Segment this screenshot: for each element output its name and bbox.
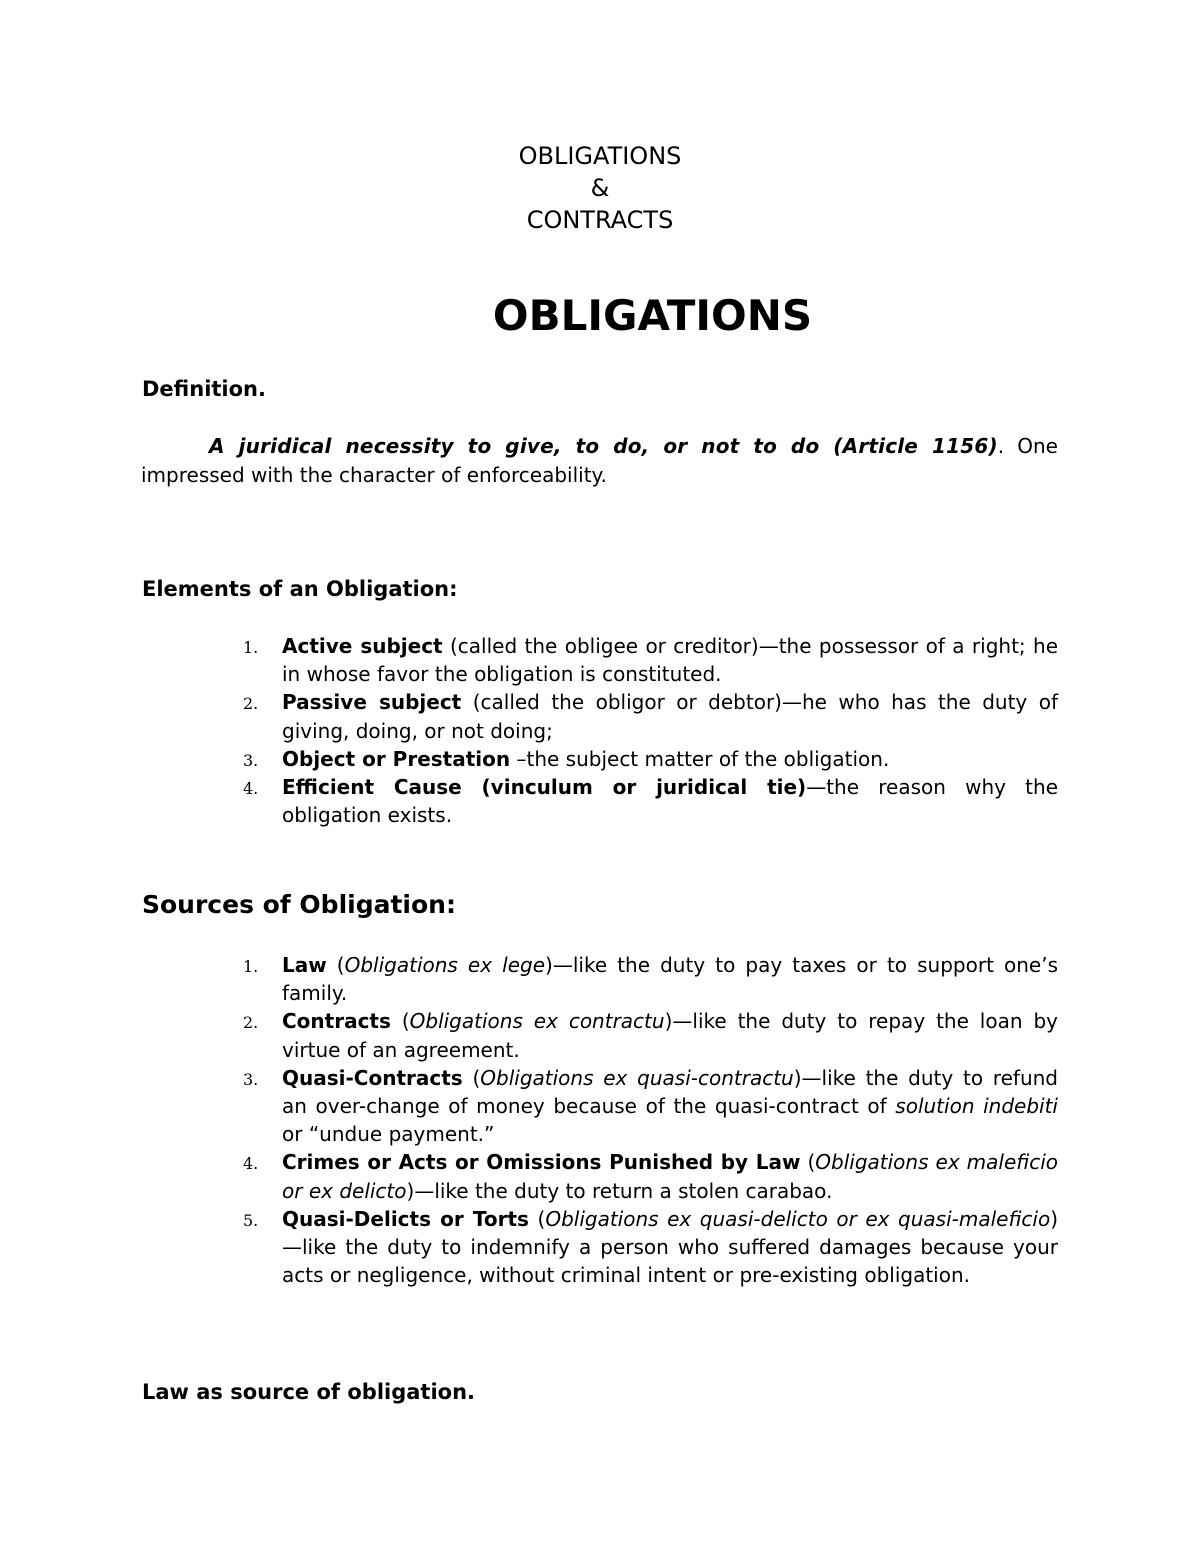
list-term: Law (282, 953, 327, 977)
header-line-obligations: OBLIGATIONS (518, 142, 682, 170)
list-item (141, 745, 1058, 773)
list-text: –the subject matter of the obligation. (510, 746, 890, 771)
list-latin: Obligations ex quasi-delicto or ex quasi-maleficio (545, 1206, 1051, 1231)
list-text: )—like the duty to refund an over-change of money because of the quasi-contract of (282, 1065, 1058, 1119)
list-number: 1. (243, 957, 259, 976)
elements-heading: Elements of an Obligation: (142, 577, 458, 601)
list-latin: Obligations ex maleficio or ex delicto (282, 1150, 1058, 1203)
list-text-secondary: or “undue payment.” (282, 1122, 495, 1147)
list-number: 5. (243, 1210, 259, 1230)
definition-heading: Definition. (142, 377, 266, 401)
list-item (141, 688, 1058, 744)
list-item (141, 1148, 1058, 1204)
list-term: Crimes or Acts or Omissions Punished by Law (282, 1150, 801, 1175)
list-latin: Obligations ex contractu (409, 1009, 665, 1034)
list-item (141, 951, 1058, 1007)
list-item (141, 632, 1058, 688)
list-text: )—like the duty to repay the loan by virtue of an agreement. (282, 1009, 1058, 1062)
list-number: 4. (243, 1154, 259, 1174)
definition-rest: One impressed with the character of enforceability. (141, 434, 1058, 487)
list-text: (called the obligee or creditor)—the possessor of a right; he in whose favor the obligation is constituted. (282, 634, 1058, 687)
list-number: 4. (243, 779, 259, 799)
list-term: Contracts (282, 1009, 391, 1034)
list-number: 1. (243, 638, 259, 657)
list-latin-secondary: solution indebiti (895, 1094, 1058, 1119)
list-term: Active subject (282, 634, 443, 658)
list-paren: ( (326, 953, 345, 977)
list-term: Quasi-Delicts or Torts (282, 1206, 529, 1231)
list-paren: ( (528, 1206, 546, 1231)
list-number: 2. (243, 1013, 259, 1033)
list-latin: Obligations ex lege (344, 953, 546, 977)
list-text: )—like the duty to pay taxes or to support one’s family. (282, 953, 1058, 1006)
list-paren: ( (462, 1065, 481, 1090)
list-text: (called the obligor or debtor)—he who has the duty of giving, doing, or not doing; (282, 690, 1059, 743)
sources-heading: Sources of Obligation: (142, 890, 456, 919)
definition-period: . (997, 434, 1018, 458)
header-line-contracts: CONTRACTS (526, 206, 674, 234)
law-source-heading: Law as source of obligation. (142, 1380, 476, 1404)
list-item (141, 1205, 1058, 1290)
definition-lead: A juridical necessity to give, to do, or not to do (Article 1156) (209, 434, 998, 458)
list-latin: Obligations ex quasi-contractu (480, 1065, 794, 1090)
list-term: Object or Prestation (282, 746, 511, 771)
document-header (0, 140, 1200, 236)
list-term: Efficient Cause (vinculum or juridical tie) (282, 775, 807, 800)
list-text: )—like the duty to indemnify a person who suffered damages because your acts or negligence, without criminal intent or pre-existing obligation. (282, 1206, 1058, 1288)
list-text: )—like the duty to return a stolen carabao. (406, 1178, 833, 1203)
page-title: OBLIGATIONS (492, 291, 813, 340)
list-number: 3. (243, 1069, 259, 1089)
list-item (141, 773, 1058, 829)
elements-list (141, 632, 1058, 829)
list-paren: ( (390, 1009, 410, 1034)
list-number: 2. (243, 694, 259, 714)
list-text: —the reason why the obligation exists. (282, 775, 1059, 828)
list-item (141, 1007, 1058, 1063)
list-term: Passive subject (282, 690, 462, 715)
header-line-ampersand: & (590, 174, 610, 202)
definition-paragraph (141, 432, 1058, 490)
list-paren: ( (800, 1150, 816, 1175)
sources-list (141, 951, 1058, 1289)
list-term: Quasi-Contracts (282, 1065, 463, 1090)
list-number: 3. (243, 750, 259, 770)
list-item (141, 1064, 1058, 1149)
